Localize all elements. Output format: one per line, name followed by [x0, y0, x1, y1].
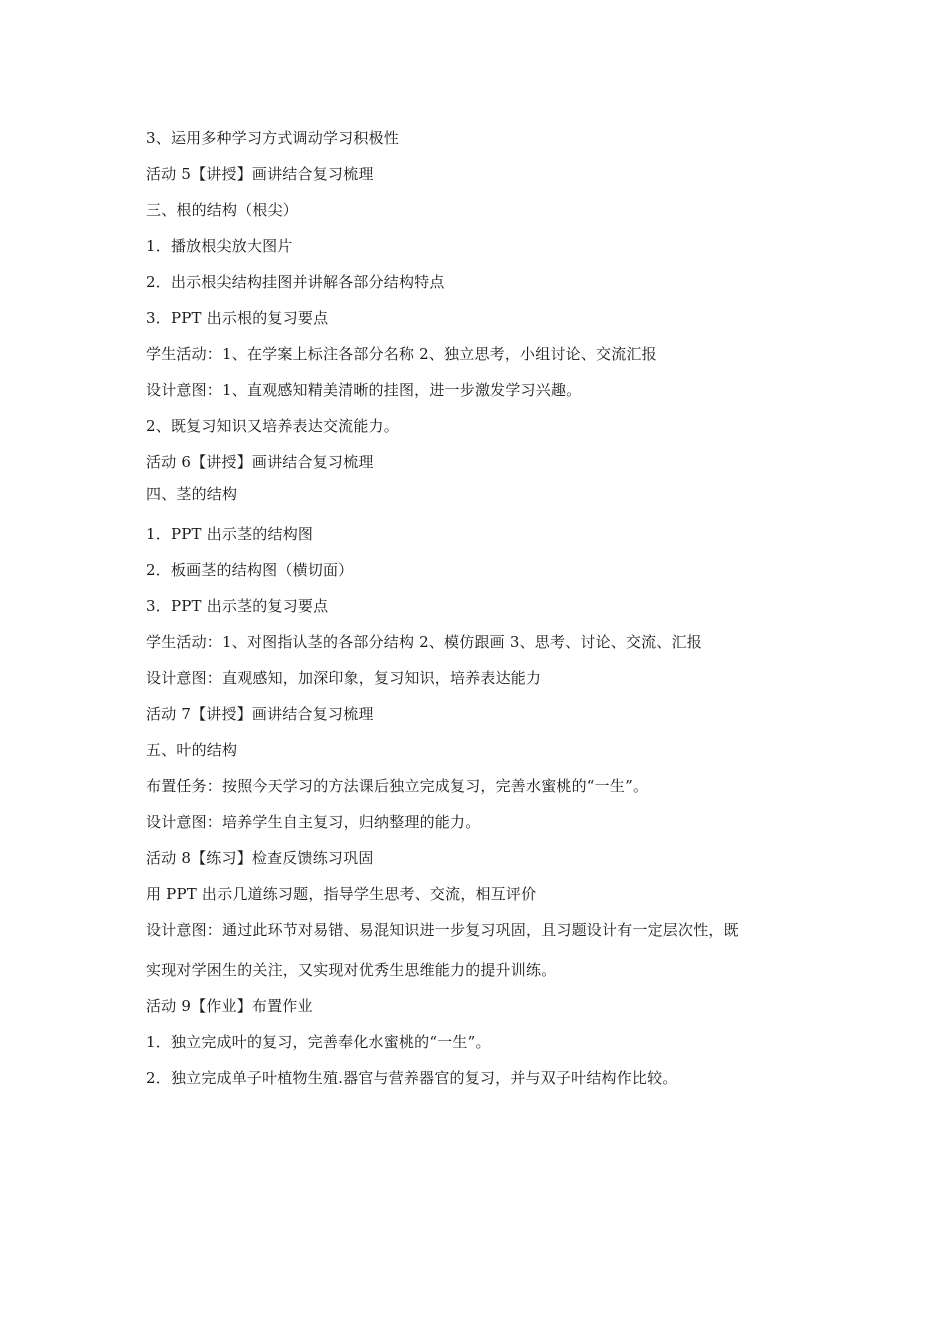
activity-heading: 活动 6【讲授】画讲结合复习梳理 — [146, 453, 374, 471]
activity-heading: 活动 5【讲授】画讲结合复习梳理 — [146, 165, 374, 183]
activity-heading: 活动 7【讲授】画讲结合复习梳理 — [146, 705, 374, 723]
activity-heading: 活动 8【练习】检查反馈练习巩固 — [146, 849, 374, 867]
text-line: 布置任务：按照今天学习的方法课后独立完成复习，完善水蜜桃的“一生”。 — [146, 777, 649, 795]
text-line: 3、运用多种学习方式调动学习积极性 — [146, 129, 399, 147]
section-heading: 四、茎的结构 — [146, 485, 238, 503]
text-line: 实现对学困生的关注，又实现对优秀生思维能力的提升训练。 — [146, 961, 557, 979]
text-line: 1．播放根尖放大图片 — [146, 237, 293, 255]
text-line: 1．PPT 出示茎的结构图 — [146, 525, 314, 543]
text-line: 2、既复习知识又培养表达交流能力。 — [146, 417, 399, 435]
text-line: 3．PPT 出示茎的复习要点 — [146, 597, 329, 615]
text-line: 用 PPT 出示几道练习题，指导学生思考、交流，相互评价 — [146, 885, 537, 903]
activity-heading: 活动 9【作业】布置作业 — [146, 997, 313, 1015]
text-line: 学生活动：1、对图指认茎的各部分结构 2、模仿跟画 3、思考、讨论、交流、汇报 — [146, 633, 702, 651]
text-line: 设计意图：直观感知，加深印象，复习知识，培养表达能力 — [146, 669, 542, 687]
text-line: 2．出示根尖结构挂图并讲解各部分结构特点 — [146, 273, 445, 291]
text-line: 2．独立完成单子叶植物生殖.器官与营养器官的复习，并与双子叶结构作比较。 — [146, 1069, 678, 1087]
section-heading: 五、叶的结构 — [146, 741, 238, 759]
section-heading: 三、根的结构（根尖） — [146, 201, 299, 219]
text-line: 设计意图：1、直观感知精美清晰的挂图，进一步激发学习兴趣。 — [146, 381, 582, 399]
text-line: 学生活动：1、在学案上标注各部分名称 2、独立思考，小组讨论、交流汇报 — [146, 345, 657, 363]
text-line: 设计意图：通过此环节对易错、易混知识进一步复习巩固，且习题设计有一定层次性，既 — [146, 921, 739, 939]
text-line: 3．PPT 出示根的复习要点 — [146, 309, 329, 327]
text-line: 1．独立完成叶的复习，完善奉化水蜜桃的“一生”。 — [146, 1033, 491, 1051]
text-line: 设计意图：培养学生自主复习，归纳整理的能力。 — [146, 813, 481, 831]
text-line: 2．板画茎的结构图（横切面） — [146, 561, 354, 579]
